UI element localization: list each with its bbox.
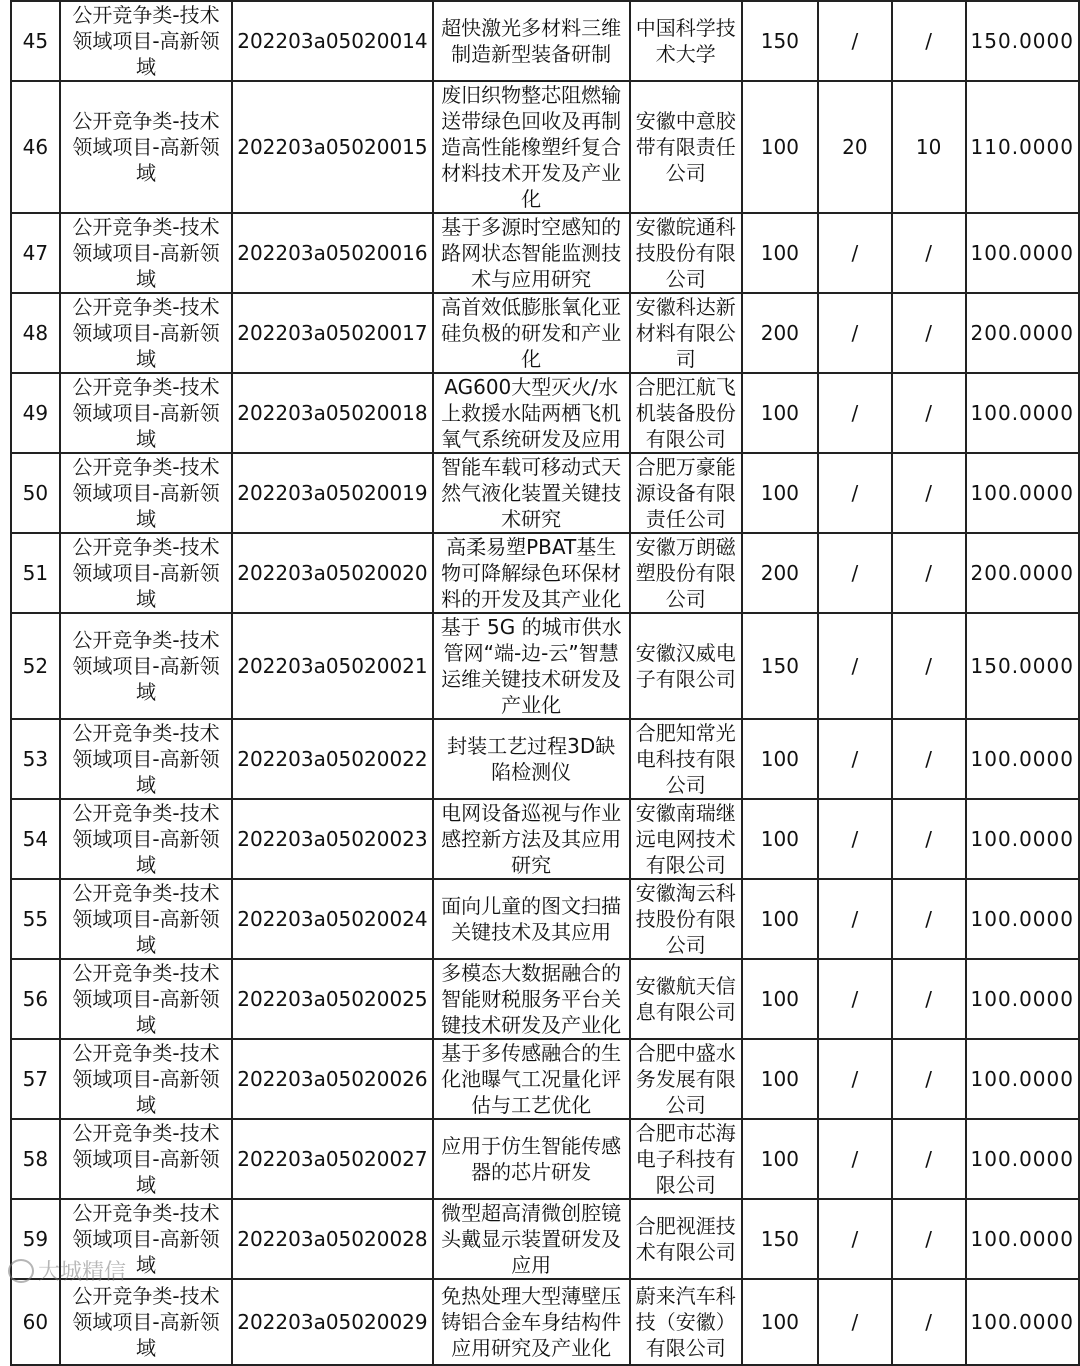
project-title-cell: 基于 5G 的城市供水管网“端-边-云”智慧运维关键技术研发及产业化 <box>433 613 630 719</box>
project-title-cell: 封装工艺过程3D缺陷检测仪 <box>433 719 630 799</box>
table-row <box>11 719 1079 799</box>
project-code-cell: 202203a05020025 <box>232 959 432 1039</box>
category-cell: 公开竞争类-技术领域项目-高新领域 <box>60 1039 232 1119</box>
table-row <box>11 613 1079 719</box>
value-2-cell: / <box>818 799 892 879</box>
total-cell: 150.0000 <box>966 613 1079 719</box>
project-title-cell: 超快激光多材料三维制造新型装备研制 <box>433 1 630 81</box>
project-code-cell: 202203a05020023 <box>232 799 432 879</box>
category-cell: 公开竞争类-技术领域项目-高新领域 <box>60 1279 232 1365</box>
table-row <box>11 453 1079 533</box>
table-row <box>11 1 1079 81</box>
watermark <box>8 1255 126 1286</box>
unit-cell: 安徽航天信息有限公司 <box>630 959 742 1039</box>
table-row <box>11 1119 1079 1199</box>
project-title-cell: 多模态大数据融合的智能财税服务平台关键技术研发及产业化 <box>433 959 630 1039</box>
total-cell: 100.0000 <box>966 373 1079 453</box>
category-cell: 公开竞争类-技术领域项目-高新领域 <box>60 719 232 799</box>
value-1-cell: 100 <box>742 213 818 293</box>
table-row <box>11 959 1079 1039</box>
table-row <box>11 799 1079 879</box>
unit-cell: 安徽南瑞继远电网技术有限公司 <box>630 799 742 879</box>
value-2-cell: / <box>818 1119 892 1199</box>
table-row <box>11 373 1079 453</box>
value-1-cell: 100 <box>742 959 818 1039</box>
total-cell: 100.0000 <box>966 1039 1079 1119</box>
project-code-cell: 202203a05020021 <box>232 613 432 719</box>
row-number: 45 <box>11 1 60 81</box>
total-cell: 100.0000 <box>966 453 1079 533</box>
value-3-cell: / <box>892 213 966 293</box>
value-2-cell: / <box>818 1279 892 1365</box>
row-number: 53 <box>11 719 60 799</box>
unit-cell: 合肥万豪能源设备有限责任公司 <box>630 453 742 533</box>
unit-cell: 安徽中意胶带有限责任公司 <box>630 81 742 213</box>
project-code-cell: 202203a05020028 <box>232 1199 432 1279</box>
value-1-cell: 150 <box>742 1199 818 1279</box>
value-3-cell: / <box>892 1 966 81</box>
table-row <box>11 879 1079 959</box>
total-cell: 100.0000 <box>966 1119 1079 1199</box>
row-number: 60 <box>11 1279 60 1365</box>
project-title-cell: 高首效低膨胀氧化亚硅负极的研发和产业化 <box>433 293 630 373</box>
value-1-cell: 200 <box>742 533 818 613</box>
value-3-cell: / <box>892 1039 966 1119</box>
category-cell: 公开竞争类-技术领域项目-高新领域 <box>60 799 232 879</box>
value-1-cell: 100 <box>742 453 818 533</box>
row-number: 57 <box>11 1039 60 1119</box>
category-cell: 公开竞争类-技术领域项目-高新领域 <box>60 959 232 1039</box>
value-1-cell: 100 <box>742 1119 818 1199</box>
value-2-cell: / <box>818 373 892 453</box>
total-cell: 100.0000 <box>966 1199 1079 1279</box>
value-2-cell: / <box>818 213 892 293</box>
project-code-cell: 202203a05020026 <box>232 1039 432 1119</box>
value-1-cell: 100 <box>742 719 818 799</box>
value-2-cell: / <box>818 613 892 719</box>
value-3-cell: / <box>892 879 966 959</box>
total-cell: 100.0000 <box>966 799 1079 879</box>
project-title-cell: 基于多传感融合的生化池曝气工况量化评估与工艺优化 <box>433 1039 630 1119</box>
category-cell: 公开竞争类-技术领域项目-高新领域 <box>60 1119 232 1199</box>
project-title-cell: 免热处理大型薄壁压铸铝合金车身结构件应用研究及产业化 <box>433 1279 630 1365</box>
value-2-cell: / <box>818 959 892 1039</box>
project-title-cell: 废旧织物整芯阻燃输送带绿色回收及再制造高性能橡塑纤复合材料技术开发及产业化 <box>433 81 630 213</box>
row-number: 48 <box>11 293 60 373</box>
project-code-cell: 202203a05020027 <box>232 1119 432 1199</box>
unit-cell: 安徽汉威电子有限公司 <box>630 613 742 719</box>
row-number: 59 <box>11 1199 60 1279</box>
table-row <box>11 1199 1079 1279</box>
row-number: 54 <box>11 799 60 879</box>
category-cell: 公开竞争类-技术领域项目-高新领域 <box>60 613 232 719</box>
value-3-cell: / <box>892 533 966 613</box>
unit-cell: 合肥江航飞机装备股份有限公司 <box>630 373 742 453</box>
value-3-cell: / <box>892 453 966 533</box>
category-cell: 公开竞争类-技术领域项目-高新领域 <box>60 81 232 213</box>
value-2-cell: / <box>818 1039 892 1119</box>
category-cell: 公开竞争类-技术领域项目-高新领域 <box>60 293 232 373</box>
project-code-cell: 202203a05020016 <box>232 213 432 293</box>
row-number: 58 <box>11 1119 60 1199</box>
unit-cell: 合肥中盛水务发展有限公司 <box>630 1039 742 1119</box>
unit-cell: 合肥知常光电科技有限公司 <box>630 719 742 799</box>
table-row <box>11 533 1079 613</box>
row-number: 49 <box>11 373 60 453</box>
value-3-cell: / <box>892 613 966 719</box>
row-number: 46 <box>11 81 60 213</box>
table-row <box>11 81 1079 213</box>
category-cell: 公开竞争类-技术领域项目-高新领域 <box>60 453 232 533</box>
value-1-cell: 100 <box>742 373 818 453</box>
unit-cell: 中国科学技术大学 <box>630 1 742 81</box>
category-cell: 公开竞争类-技术领域项目-高新领域 <box>60 879 232 959</box>
watermark-text: 大城精信 <box>38 1260 127 1285</box>
project-code-cell: 202203a05020017 <box>232 293 432 373</box>
value-1-cell: 100 <box>742 1279 818 1365</box>
project-code-cell: 202203a05020022 <box>232 719 432 799</box>
value-1-cell: 100 <box>742 1039 818 1119</box>
value-1-cell: 150 <box>742 613 818 719</box>
value-1-cell: 150 <box>742 1 818 81</box>
unit-cell: 安徽皖通科技股份有限公司 <box>630 213 742 293</box>
category-cell: 公开竞争类-技术领域项目-高新领域 <box>60 533 232 613</box>
value-3-cell: / <box>892 799 966 879</box>
project-code-cell: 202203a05020029 <box>232 1279 432 1365</box>
value-2-cell: / <box>818 1199 892 1279</box>
value-2-cell: / <box>818 533 892 613</box>
project-title-cell: 微型超高清微创腔镜头戴显示装置研发及应用 <box>433 1199 630 1279</box>
value-3-cell: / <box>892 373 966 453</box>
value-3-cell: 10 <box>892 81 966 213</box>
category-cell: 公开竞争类-技术领域项目-高新领域 <box>60 1 232 81</box>
row-number: 55 <box>11 879 60 959</box>
unit-cell: 安徽万朗磁塑股份有限公司 <box>630 533 742 613</box>
table-body <box>11 1 1079 1365</box>
project-title-cell: 基于多源时空感知的路网状态智能监测技术与应用研究 <box>433 213 630 293</box>
total-cell: 100.0000 <box>966 1279 1079 1365</box>
unit-cell: 合肥市芯海电子科技有限公司 <box>630 1119 742 1199</box>
table-row <box>11 293 1079 373</box>
unit-cell: 合肥视涯技术有限公司 <box>630 1199 742 1279</box>
value-2-cell: / <box>818 879 892 959</box>
unit-cell: 安徽科达新材料有限公司 <box>630 293 742 373</box>
value-2-cell: / <box>818 293 892 373</box>
project-code-cell: 202203a05020018 <box>232 373 432 453</box>
category-cell: 公开竞争类-技术领域项目-高新领域 <box>60 1199 232 1279</box>
row-number: 56 <box>11 959 60 1039</box>
project-title-cell: 应用于仿生智能传感器的芯片研发 <box>433 1119 630 1199</box>
row-number: 50 <box>11 453 60 533</box>
project-code-cell: 202203a05020019 <box>232 453 432 533</box>
unit-cell: 安徽淘云科技股份有限公司 <box>630 879 742 959</box>
row-number: 51 <box>11 533 60 613</box>
weibo-logo-icon <box>8 1259 34 1283</box>
project-title-cell: 面向儿童的图文扫描关键技术及其应用 <box>433 879 630 959</box>
value-3-cell: / <box>892 1279 966 1365</box>
total-cell: 100.0000 <box>966 213 1079 293</box>
value-3-cell: / <box>892 719 966 799</box>
project-code-cell: 202203a05020014 <box>232 1 432 81</box>
unit-cell: 蔚来汽车科技（安徽）有限公司 <box>630 1279 742 1365</box>
value-1-cell: 100 <box>742 81 818 213</box>
total-cell: 100.0000 <box>966 959 1079 1039</box>
value-3-cell: / <box>892 293 966 373</box>
value-2-cell: / <box>818 719 892 799</box>
project-title-cell: AG600大型灭火/水上救援水陆两栖飞机氧气系统研发及应用 <box>433 373 630 453</box>
project-title-cell: 高柔易塑PBAT基生物可降解绿色环保材料的开发及其产业化 <box>433 533 630 613</box>
value-1-cell: 100 <box>742 799 818 879</box>
value-1-cell: 100 <box>742 879 818 959</box>
value-3-cell: / <box>892 1199 966 1279</box>
value-3-cell: / <box>892 959 966 1039</box>
category-cell: 公开竞争类-技术领域项目-高新领域 <box>60 213 232 293</box>
project-code-cell: 202203a05020020 <box>232 533 432 613</box>
project-code-cell: 202203a05020024 <box>232 879 432 959</box>
project-funding-table <box>10 0 1080 1366</box>
category-cell: 公开竞争类-技术领域项目-高新领域 <box>60 373 232 453</box>
table-row <box>11 213 1079 293</box>
total-cell: 110.0000 <box>966 81 1079 213</box>
total-cell: 100.0000 <box>966 719 1079 799</box>
project-code-cell: 202203a05020015 <box>232 81 432 213</box>
total-cell: 150.0000 <box>966 1 1079 81</box>
value-1-cell: 200 <box>742 293 818 373</box>
total-cell: 100.0000 <box>966 879 1079 959</box>
project-title-cell: 电网设备巡视与作业感控新方法及其应用研究 <box>433 799 630 879</box>
value-3-cell: / <box>892 1119 966 1199</box>
value-2-cell: 20 <box>818 81 892 213</box>
project-title-cell: 智能车载可移动式天然气液化装置关键技术研究 <box>433 453 630 533</box>
value-2-cell: / <box>818 453 892 533</box>
value-2-cell: / <box>818 1 892 81</box>
row-number: 47 <box>11 213 60 293</box>
total-cell: 200.0000 <box>966 293 1079 373</box>
table-row <box>11 1039 1079 1119</box>
row-number: 52 <box>11 613 60 719</box>
total-cell: 200.0000 <box>966 533 1079 613</box>
